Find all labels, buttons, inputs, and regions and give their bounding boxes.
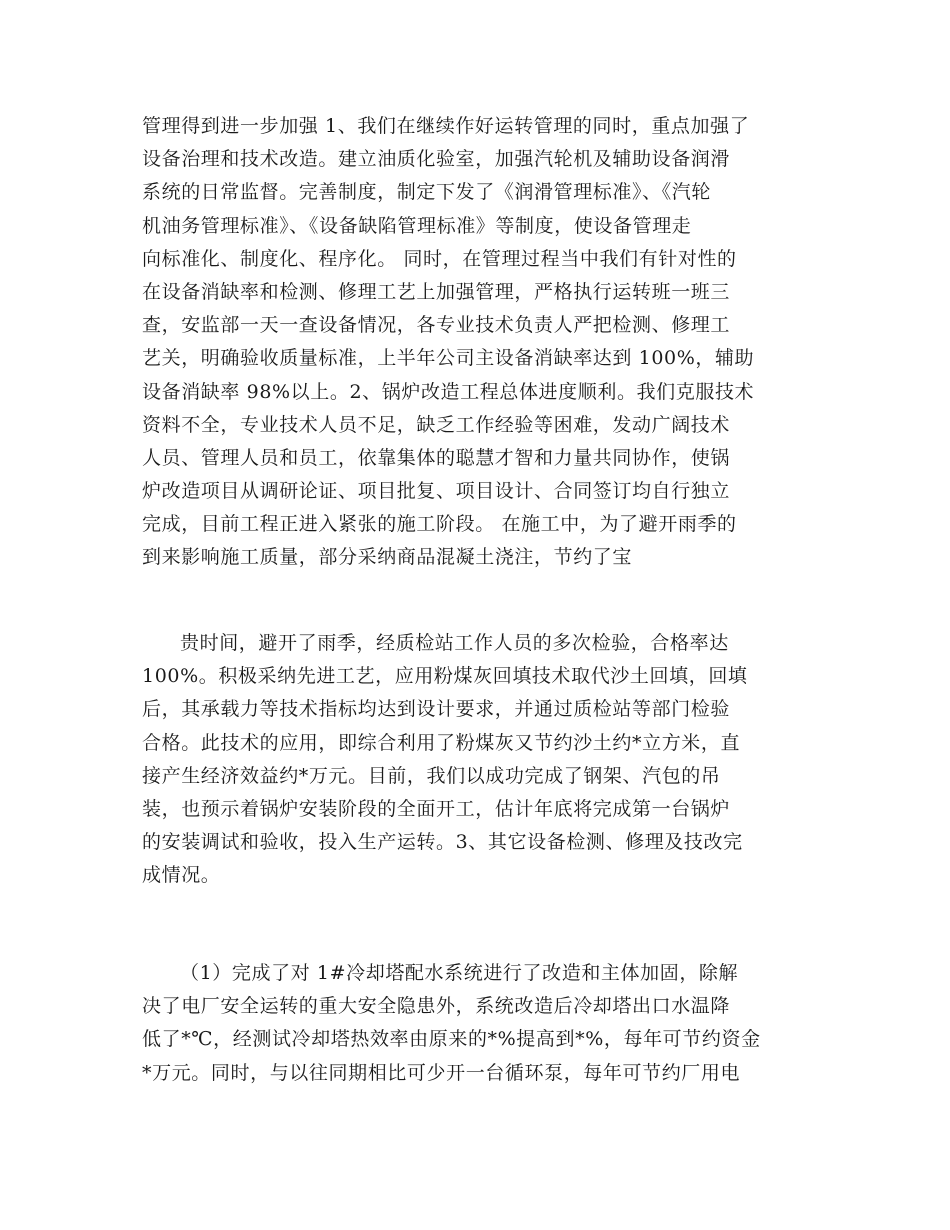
paragraph-line: 设备治理和技术改造。建立油质化验室，加强汽轮机及辅助设备润滑: [142, 148, 731, 171]
paragraph-line: （1）完成了对 1#冷却塔配水系统进行了改造和主体加固，除解: [180, 962, 739, 984]
paragraph-line: 机油务管理标准》、《设备缺陷管理标准》等制度，使设备管理走: [142, 214, 692, 237]
paragraph-line: 设备消缺率 98%以上。2、锅炉改造工程总体进度顺利。我们克服技术: [142, 380, 755, 403]
paragraph-line: 接产生经济效益约*万元。目前，我们以成功完成了钢架、汽包的吊: [142, 764, 721, 787]
paragraph-line: 向标准化、制度化、程序化。 同时，在管理过程当中我们有针对性的: [142, 247, 737, 270]
paragraph-line: 资料不全，专业技术人员不足，缺乏工作经验等困难，发动广阔技术: [142, 413, 731, 436]
paragraph-line: 成情况。: [142, 864, 221, 887]
paragraph-line: 艺关，明确验收质量标准，上半年公司主设备消缺率达到 100%，辅助: [142, 347, 755, 370]
paragraph-2: [142, 627, 802, 893]
paragraph-line: 低了*℃，经测试冷却塔热效率由原来的*%提高到*%，每年可节约资金: [142, 1028, 761, 1051]
paragraph-line: 查，安监部一天一查设备情况，各专业技术负责人严把检测、修理工: [142, 314, 731, 337]
paragraph-line: 决了电厂安全运转的重大安全隐患外，系统改造后冷却塔出口水温降: [142, 995, 731, 1018]
paragraph-line: 装，也预示着锅炉安装阶段的全面开工，估计年底将完成第一台锅炉: [142, 797, 731, 820]
paragraph-line: 管理得到进一步加强 1、我们在继续作好运转管理的同时，重点加强了: [142, 115, 750, 137]
paragraph-1: [142, 110, 802, 575]
paragraph-line: 贵时间，避开了雨季，经质检站工作人员的多次检验，合格率达: [180, 632, 729, 654]
paragraph-line: 系统的日常监督。完善制度，制定下发了《润滑管理标准》、《汽轮: [142, 181, 712, 204]
paragraph-line: 后，其承载力等技术指标均达到设计要求，并通过质检站等部门检验: [142, 698, 731, 721]
paragraph-line: 在设备消缺率和检测、修理工艺上加强管理，严格执行运转班一班三: [142, 280, 731, 303]
paragraph-line: 合格。此技术的应用，即综合利用了粉煤灰又节约沙土约*立方米，直: [142, 731, 741, 754]
paragraph-line: 100%。积极采纳先进工艺，应用粉煤灰回填技术取代沙土回填，回填: [142, 665, 748, 688]
paragraph-line: 完成，目前工程正进入紧张的施工阶段。 在施工中，为了避开雨季的: [142, 513, 737, 536]
paragraph-line: 人员、管理人员和员工，依靠集体的聪慧才智和力量共同协作，使锅: [142, 446, 731, 469]
paragraph-line: *万元。同时，与以往同期相比可少开一台循环泵，每年可节约厂用电: [142, 1061, 741, 1084]
paragraph-line: 的安装调试和验收，投入生产运转。3、其它设备检测、修理及技改完: [142, 831, 743, 854]
paragraph-line: 到来影响施工质量，部分采纳商品混凝土浇注，节约了宝: [142, 546, 633, 569]
paragraph-3: [142, 957, 802, 1090]
paragraph-line: 炉改造项目从调研论证、项目批复、项目设计、合同签订均自行独立: [142, 480, 731, 503]
